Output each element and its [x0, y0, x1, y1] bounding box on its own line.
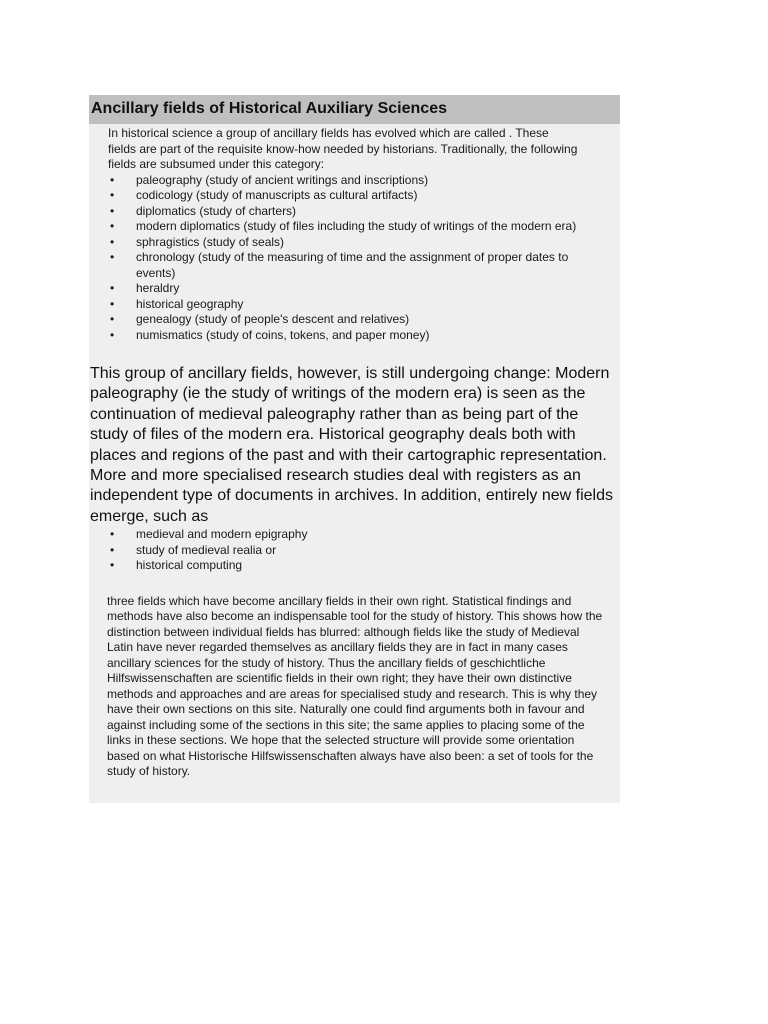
bullet-icon: • — [110, 234, 115, 249]
content-section — [89, 95, 620, 803]
bullet-icon: • — [110, 312, 115, 326]
list-item: • study of medieval realia or — [110, 542, 277, 557]
bullet-icon: • — [110, 250, 115, 264]
new-fields-list — [89, 527, 620, 574]
fields-list — [89, 173, 599, 344]
list-item: • medieval and modern epigraphy — [110, 527, 308, 542]
list-item: • numismatics (study of coins, tokens, and paper money) — [110, 327, 430, 342]
list-item: • paleography (study of ancient writings and inscriptions) — [110, 172, 429, 187]
list-item: • codicology (study of manuscripts as cultural artifacts) — [110, 188, 418, 202]
bullet-icon: • — [110, 188, 115, 202]
list-item: • historical geography — [110, 296, 244, 311]
bullet-icon: • — [110, 527, 115, 542]
bullet-icon: • — [110, 281, 115, 295]
bullet-icon: • — [110, 172, 115, 187]
main-paragraph: This group of ancillary fields, however, is still undergoing change: Modern paleography (ie the study of writings of the modern era) is seen as the continuation of medieval paleography rather than as being part of the study of files of the modern era. Historical geography deals both with places and regions of the past and with their cartographic representation. More and more specialised research studies deal with registers as an independent type of documents in archives. In addition, entirely new fields emerge, such as — [90, 365, 613, 525]
bullet-icon: • — [110, 558, 115, 573]
list-item: • genealogy (study of people's descent and relatives) — [110, 312, 410, 326]
intro-paragraph: In historical science a group of ancillary fields has evolved which are called . These fields are part of the requisite know-how needed by historians. Traditionally, the following fields are subsumed under this category: — [108, 126, 578, 171]
bullet-icon: • — [110, 542, 115, 557]
bullet-icon: • — [110, 219, 115, 233]
bullet-icon: • — [110, 296, 115, 311]
section-title: Ancillary fields of Historical Auxiliary Sciences — [91, 100, 447, 117]
list-item: • chronology (study of the measuring of time and the assignment of proper dates to events) — [110, 250, 569, 280]
bullet-icon: • — [110, 327, 115, 342]
list-item: • historical computing — [110, 558, 243, 573]
bullet-icon: • — [110, 203, 115, 218]
list-item: • heraldry — [110, 281, 180, 295]
list-item: • modern diplomatics (study of files including the study of writings of the modern era) — [110, 219, 577, 233]
section-header — [89, 95, 620, 124]
list-item: • sphragistics (study of seals) — [110, 234, 285, 249]
list-item: • diplomatics (study of charters) — [110, 203, 297, 218]
closing-paragraph: three fields which have become ancillary fields in their own right. Statistical findings and methods have also become an indispensable tool for the study of history. This shows how the distinction between individual fields has blurred: although fields like the study of Medieval Latin have never regarded themselves as ancillary fields they are in fact in many cases ancillary sciences for the study of history. Thus the ancillary fields of geschichtliche Hilfswissenschaften are scientific fields in their own right; they have their own distinctive methods and approaches and are areas for specialised study and research. This is why they have their own sections on this site. Naturally one could find arguments both in favour and against including some of the sections in this site; the same applies to placing some of the links in these sections. We hope that the selected structure will provide some orientation based on what Historische Hilfswissenschaften always have also been: a set of tools for the study of history. — [107, 593, 603, 779]
